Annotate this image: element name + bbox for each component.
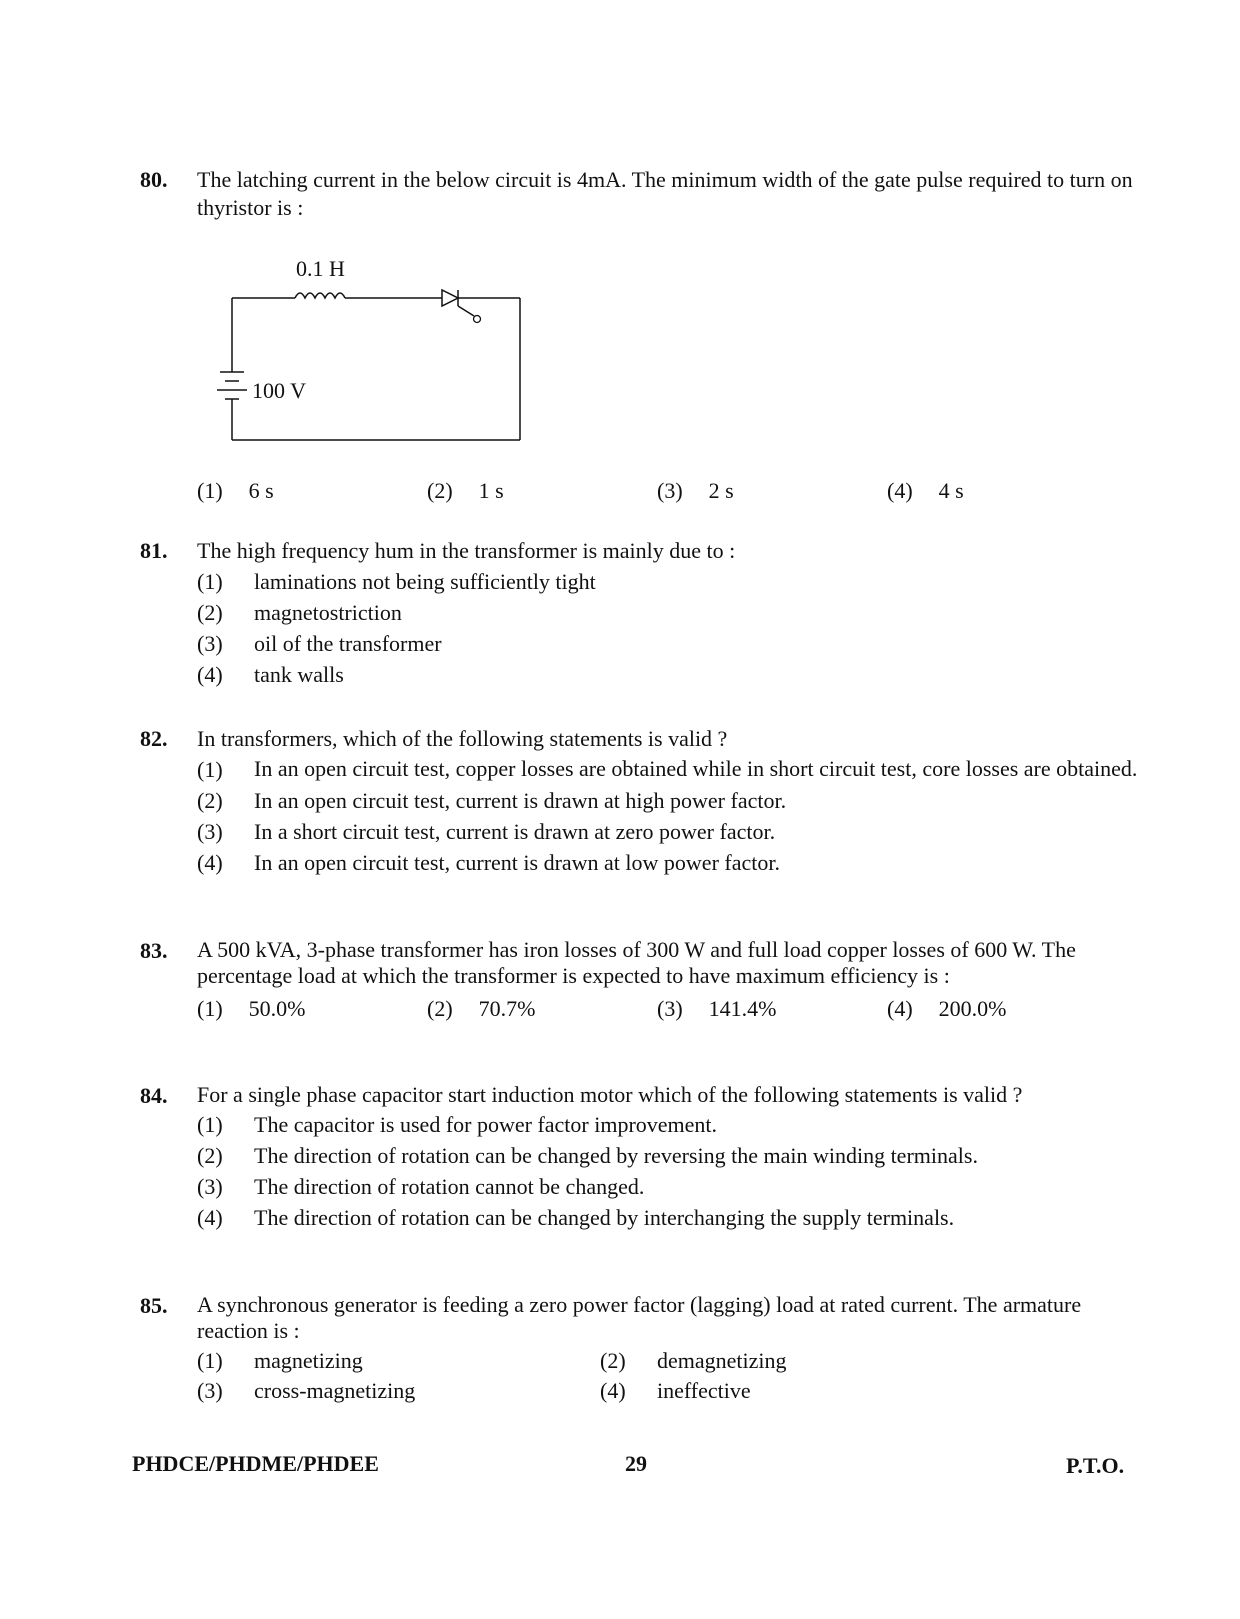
question-number: 83.	[140, 938, 168, 963]
option: (2) magnetostriction	[197, 600, 402, 625]
option: (4) ineffective	[600, 1378, 751, 1403]
question-82	[140, 725, 1150, 880]
page-number: 29	[625, 1451, 647, 1476]
option: (1) 50.0%	[197, 996, 306, 1021]
pto-label: P.T.O.	[1066, 1453, 1125, 1478]
question-number: 82.	[140, 726, 168, 751]
options-list	[197, 568, 1150, 692]
question-text: A 500 kVA, 3-phase transformer has iron losses of 300 W and full load copper losses of 600 W. The percentage load at which the transformer is expected to have maximum efficiency is :	[197, 937, 1076, 988]
options-row	[197, 477, 1150, 507]
option: (2) The direction of rotation can be changed by reversing the main winding terminals.	[197, 1143, 978, 1168]
question-85	[140, 1292, 1150, 1409]
options-list	[197, 1111, 1150, 1235]
option: (1) In an open circuit test, copper losses are obtained while in short circuit test, core losses are obtained.	[197, 756, 1138, 782]
option: (3) In a short circuit test, current is drawn at zero power factor.	[197, 819, 776, 844]
battery-symbol	[217, 372, 247, 399]
option: (4) tank walls	[197, 662, 344, 687]
question-80-options	[140, 477, 1150, 507]
option: (1) The capacitor is used for power factor improvement.	[197, 1112, 718, 1137]
option: (1) magnetizing	[197, 1348, 363, 1373]
option: (4) The direction of rotation can be changed by interchanging the supply terminals.	[197, 1205, 955, 1230]
inductor-label: 0.1 H	[296, 260, 345, 281]
question-text: The latching current in the below circuit is 4mA. The minimum width of the gate pulse required to turn on thyristor is :	[197, 167, 1133, 220]
question-80	[140, 166, 1150, 222]
question-83	[140, 937, 1150, 1025]
option: (3) cross-magnetizing	[197, 1378, 416, 1403]
question-number: 80.	[140, 167, 168, 192]
question-84	[140, 1082, 1150, 1235]
question-number: 81.	[140, 538, 168, 563]
question-text: The high frequency hum in the transformer is mainly due to :	[197, 538, 736, 563]
options-list	[197, 756, 1150, 880]
question-81	[140, 537, 1150, 692]
option: (4) 200.0%	[887, 996, 1007, 1021]
question-number: 84.	[140, 1083, 168, 1108]
option: (4) 4 s	[887, 478, 964, 503]
option: (2) In an open circuit test, current is drawn at high power factor.	[197, 788, 787, 813]
options-grid	[197, 1347, 1150, 1409]
option: (3) 141.4%	[657, 996, 777, 1021]
option: (2) demagnetizing	[600, 1348, 787, 1373]
option: (3) 2 s	[657, 478, 734, 503]
thyristor-circuit-diagram	[200, 260, 540, 460]
option: (2) 1 s	[427, 478, 504, 503]
question-text: A synchronous generator is feeding a zero power factor (lagging) load at rated current. The armature reaction is :	[197, 1292, 1082, 1343]
options-row	[197, 995, 1150, 1025]
question-text: In transformers, which of the following statements is valid ?	[197, 726, 728, 751]
source-voltage-label: 100 V	[252, 378, 306, 403]
option: (2) 70.7%	[427, 996, 536, 1021]
option: (4) In an open circuit test, current is drawn at low power factor.	[197, 850, 780, 875]
option: (3) oil of the transformer	[197, 631, 442, 656]
option: (1) laminations not being sufficiently tight	[197, 569, 596, 594]
option: (1) 6 s	[197, 478, 274, 503]
question-text: For a single phase capacitor start induction motor which of the following statements is valid ?	[197, 1082, 1023, 1107]
thyristor-symbol	[442, 290, 481, 323]
footer-code: PHDCE/PHDME/PHDEE	[132, 1451, 379, 1476]
option: (3) The direction of rotation cannot be changed.	[197, 1174, 645, 1199]
inductor-symbol	[295, 293, 345, 298]
question-number: 85.	[140, 1293, 168, 1318]
